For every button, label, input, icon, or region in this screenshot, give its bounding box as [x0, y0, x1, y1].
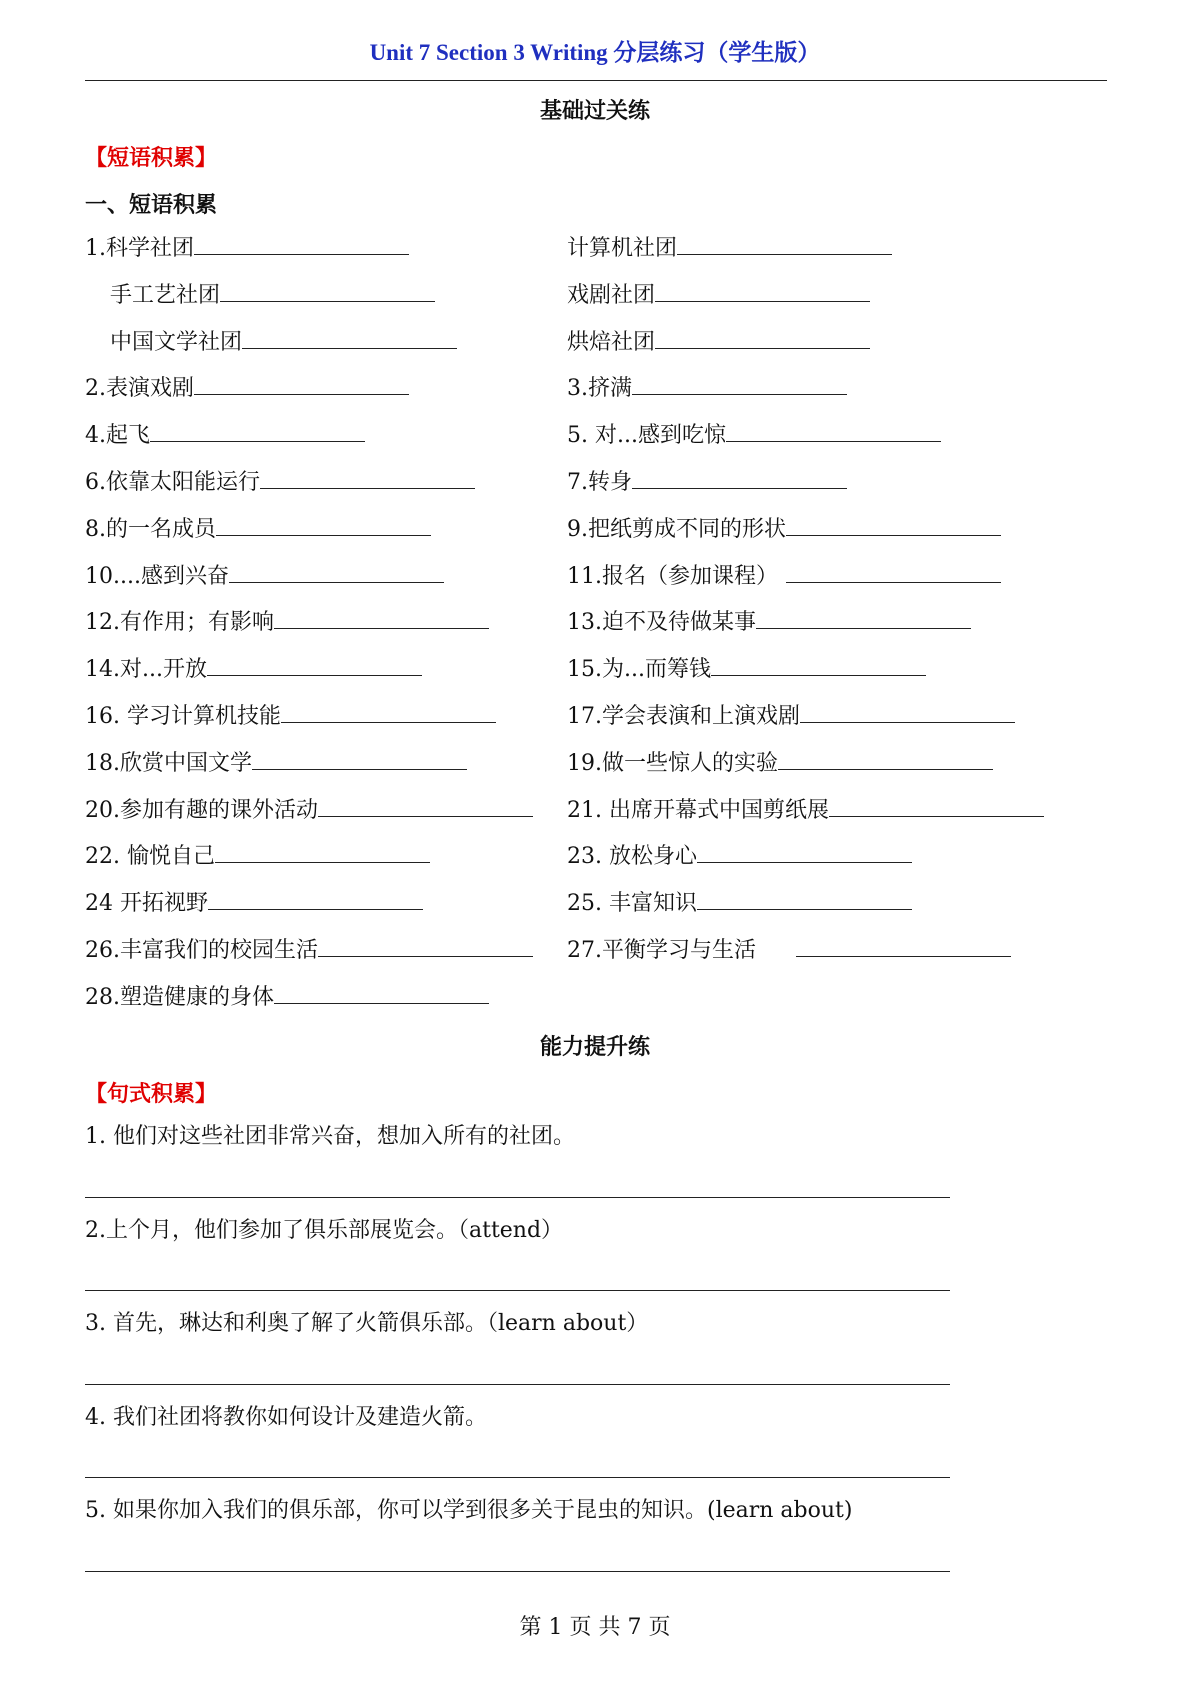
phrase-item: 4.起飞 [85, 421, 365, 449]
answer-blank[interactable] [252, 749, 467, 770]
phrase-item: 20.参加有趣的课外活动 [85, 796, 533, 824]
page-number: 第 1 页 共 7 页 [519, 1615, 671, 1640]
answer-blank[interactable] [632, 468, 847, 489]
phrase-item: 18.欣赏中国文学 [85, 749, 467, 777]
answer-blank[interactable] [194, 234, 409, 255]
answer-blank[interactable] [632, 374, 847, 395]
answer-blank[interactable] [274, 983, 489, 1004]
phrase-item: 28.塑造健康的身体 [85, 983, 489, 1011]
phrase-item: 7.转身 [567, 468, 847, 496]
phrase-item: 5. 对...感到吃惊 [567, 421, 941, 449]
document-title: Unit 7 Section 3 Writing 分层练习（学生版） [369, 40, 821, 65]
answer-blank[interactable] [786, 515, 1001, 536]
phrase-item: 戏剧社团 [567, 281, 870, 309]
answer-blank[interactable] [786, 562, 1001, 583]
phrase-item: 手工艺社团 [110, 281, 435, 309]
section-heading-advanced: 能力提升练 [539, 1034, 650, 1060]
phrase-item: 16. 学习计算机技能 [85, 702, 496, 730]
answer-blank[interactable] [207, 655, 422, 676]
sentence-prompt: 3. 首先，琳达和利奥了解了火箭俱乐部。（learn about） [85, 1311, 649, 1336]
phrase-item: 13.迫不及待做某事 [567, 608, 971, 636]
phrase-subheading: 一、短语积累 [85, 192, 218, 218]
answer-blank[interactable] [726, 421, 941, 442]
phrase-item: 6.依靠太阳能运行 [85, 468, 475, 496]
answer-blank[interactable] [655, 281, 870, 302]
answer-blank[interactable] [711, 655, 926, 676]
phrase-item: 中国文学社团 [110, 328, 457, 356]
answer-blank[interactable] [318, 796, 533, 817]
phrase-item: 计算机社团 [567, 234, 892, 262]
answer-blank[interactable] [677, 234, 892, 255]
sentence-prompt: 1. 他们对这些社团非常兴奋，想加入所有的社团。 [85, 1124, 575, 1149]
answer-line[interactable] [85, 1384, 950, 1385]
answer-blank[interactable] [229, 562, 444, 583]
answer-blank[interactable] [260, 468, 475, 489]
sentence-accumulation-tag: 【句式积累】 [85, 1081, 218, 1107]
answer-blank[interactable] [215, 842, 430, 863]
answer-line[interactable] [85, 1290, 950, 1291]
phrase-item: 26.丰富我们的校园生活 [85, 936, 533, 964]
phrase-item: 15.为...而筹钱 [567, 655, 926, 683]
answer-blank[interactable] [281, 702, 496, 723]
answer-line[interactable] [85, 1477, 950, 1478]
phrase-item: 24 开拓视野 [85, 889, 423, 917]
answer-blank[interactable] [778, 749, 993, 770]
answer-blank[interactable] [697, 842, 912, 863]
answer-blank[interactable] [655, 328, 870, 349]
answer-blank[interactable] [220, 281, 435, 302]
answer-blank[interactable] [697, 889, 912, 910]
phrase-item: 10....感到兴奋 [85, 562, 444, 590]
phrase-item: 14.对...开放 [85, 655, 422, 683]
answer-blank[interactable] [194, 374, 409, 395]
answer-blank[interactable] [216, 515, 431, 536]
phrase-item: 23. 放松身心 [567, 842, 912, 870]
phrase-item: 27.平衡学习与生活 [567, 936, 1011, 964]
answer-blank[interactable] [274, 608, 489, 629]
phrase-item: 17.学会表演和上演戏剧 [567, 702, 1015, 730]
phrase-item: 3.挤满 [567, 374, 847, 402]
answer-line[interactable] [85, 1571, 950, 1572]
answer-blank[interactable] [796, 936, 1011, 957]
sentence-prompt: 4. 我们社团将教你如何设计及建造火箭。 [85, 1405, 487, 1430]
phrase-item: 2.表演戏剧 [85, 374, 409, 402]
phrase-item: 25. 丰富知识 [567, 889, 912, 917]
phrase-item: 22. 愉悦自己 [85, 842, 430, 870]
phrase-item: 11.报名（参加课程） [567, 562, 1001, 590]
phrase-item: 烘焙社团 [567, 328, 870, 356]
answer-blank[interactable] [318, 936, 533, 957]
phrase-item: 19.做一些惊人的实验 [567, 749, 993, 777]
answer-blank[interactable] [242, 328, 457, 349]
sentence-prompt: 5. 如果你加入我们的俱乐部，你可以学到很多关于昆虫的知识。(learn about) [85, 1498, 853, 1523]
answer-line[interactable] [85, 1197, 950, 1198]
phrase-item: 1.科学社团 [85, 234, 409, 262]
answer-blank[interactable] [800, 702, 1015, 723]
section-heading-basic: 基础过关练 [539, 98, 650, 124]
answer-blank[interactable] [150, 421, 365, 442]
answer-blank[interactable] [208, 889, 423, 910]
phrase-item: 9.把纸剪成不同的形状 [567, 515, 1001, 543]
answer-blank[interactable] [829, 796, 1044, 817]
phrase-item: 12.有作用；有影响 [85, 608, 489, 636]
phrase-item: 21. 出席开幕式中国剪纸展 [567, 796, 1044, 824]
answer-blank[interactable] [756, 608, 971, 629]
phrase-item: 8.的一名成员 [85, 515, 431, 543]
phrase-accumulation-tag: 【短语积累】 [85, 145, 218, 171]
sentence-prompt: 2.上个月，他们参加了俱乐部展览会。（attend） [85, 1218, 564, 1243]
header-divider [85, 80, 1107, 81]
